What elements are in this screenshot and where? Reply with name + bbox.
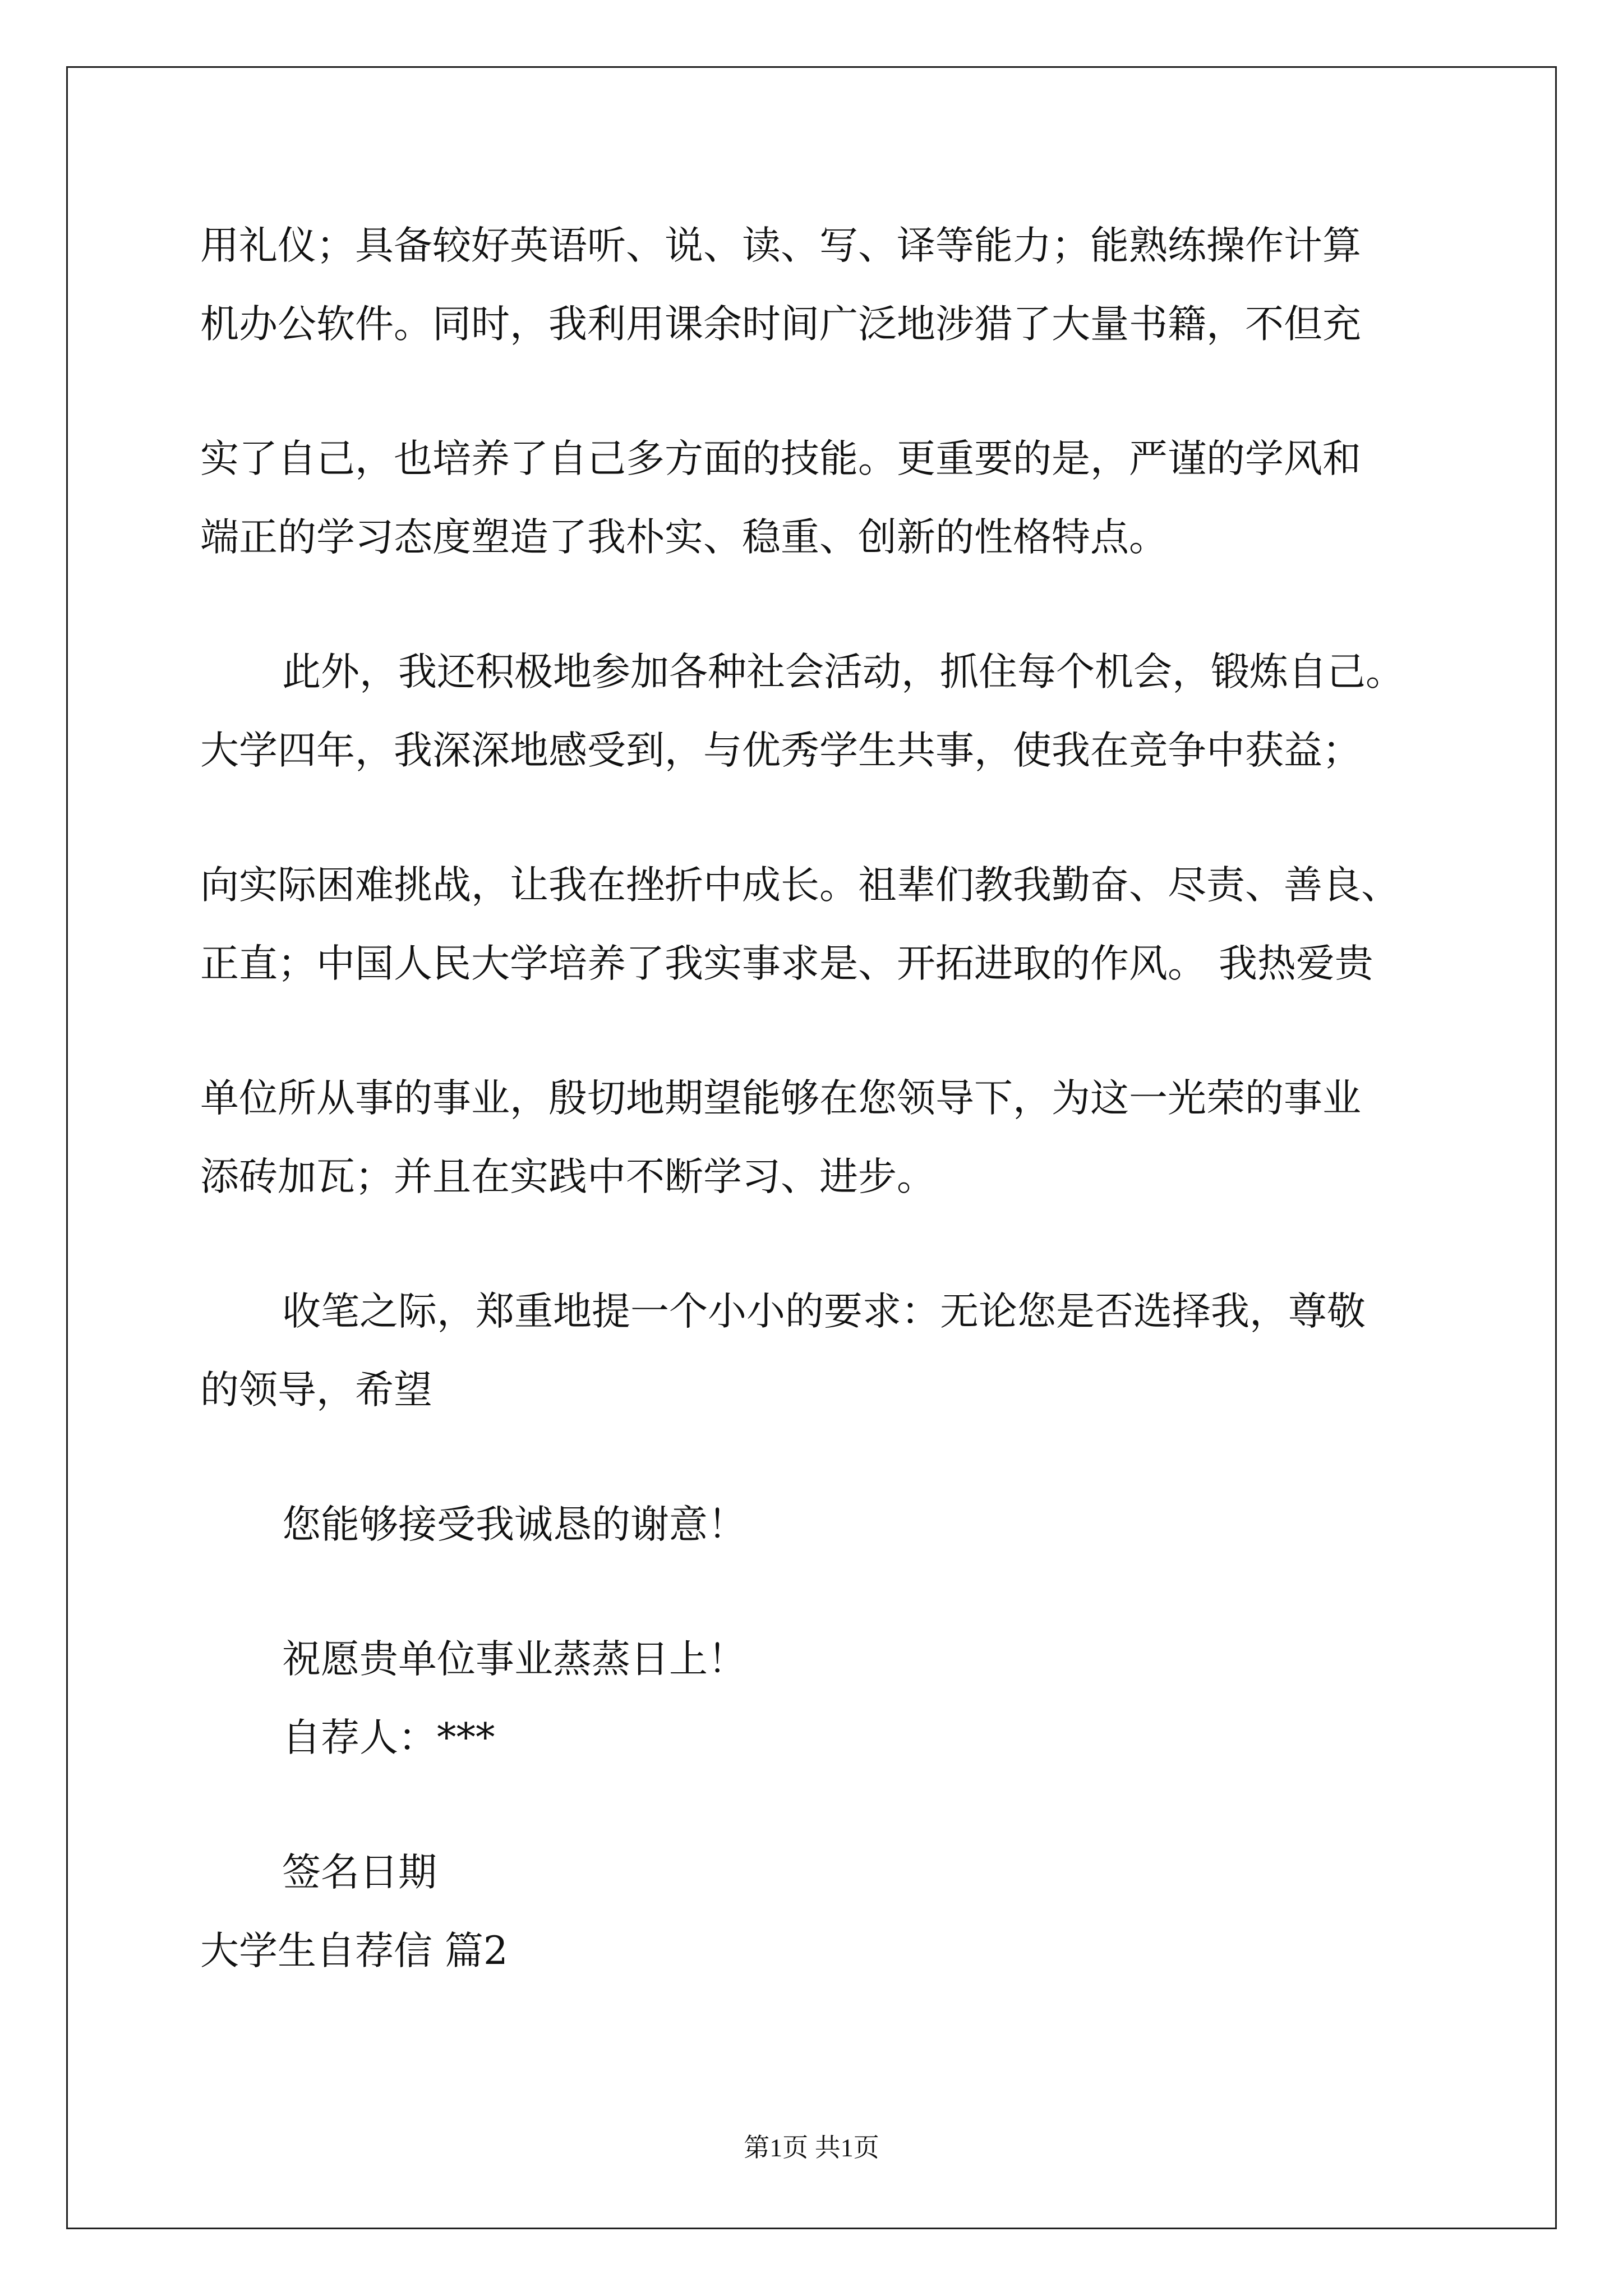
body-line-9: 单位所从事的事业，殷切地期望能够在您领导下，为这一光荣的事业 [200, 1076, 1361, 1121]
signer-line: 自荐人：*** [282, 1715, 495, 1760]
body-line-10: 添砖加瓦；并且在实践中不断学习、进步。 [200, 1154, 935, 1199]
body-line-1: 用礼仪；具备较好英语听、说、读、写、译等能力；能熟练操作计算 [200, 223, 1361, 268]
body-line-3: 实了自己，也培养了自己多方面的技能。更重要的是，严谨的学风和 [200, 436, 1361, 481]
body-line-6: 大学四年，我深深地感受到，与优秀学生共事，使我在竞争中获益； [200, 728, 1361, 773]
body-line-5: 此外，我还积极地参加各种社会活动，抓住每个机会，锻炼自己。 [282, 650, 1404, 694]
body-line-7: 向实际困难挑战，让我在挫折中成长。祖辈们教我勤奋、尽责、善良、 [200, 863, 1400, 908]
closing-line-thanks: 您能够接受我诚恳的谢意！ [282, 1502, 746, 1547]
section-heading: 大学生自荐信 篇2 [200, 1929, 508, 1973]
body-line-12: 的领导，希望 [200, 1368, 432, 1412]
page-footer: 第1页 共1页 [744, 2133, 879, 2162]
closing-line-wishes: 祝愿贵单位事业蒸蒸日上！ [282, 1637, 746, 1682]
body-line-8: 正直；中国人民大学培养了我实事求是、开拓进取的作风。 我热爱贵 [200, 941, 1373, 986]
body-line-2: 机办公软件。同时，我利用课余时间广泛地涉猎了大量书籍，不但充 [200, 302, 1361, 347]
sign-date-line: 签名日期 [282, 1850, 437, 1895]
body-line-4: 端正的学习态度塑造了我朴实、稳重、创新的性格特点。 [200, 515, 1168, 560]
page-border [66, 66, 1557, 2229]
body-line-11: 收笔之际，郑重地提一个小小的要求：无论您是否选择我，尊敬 [282, 1289, 1366, 1334]
